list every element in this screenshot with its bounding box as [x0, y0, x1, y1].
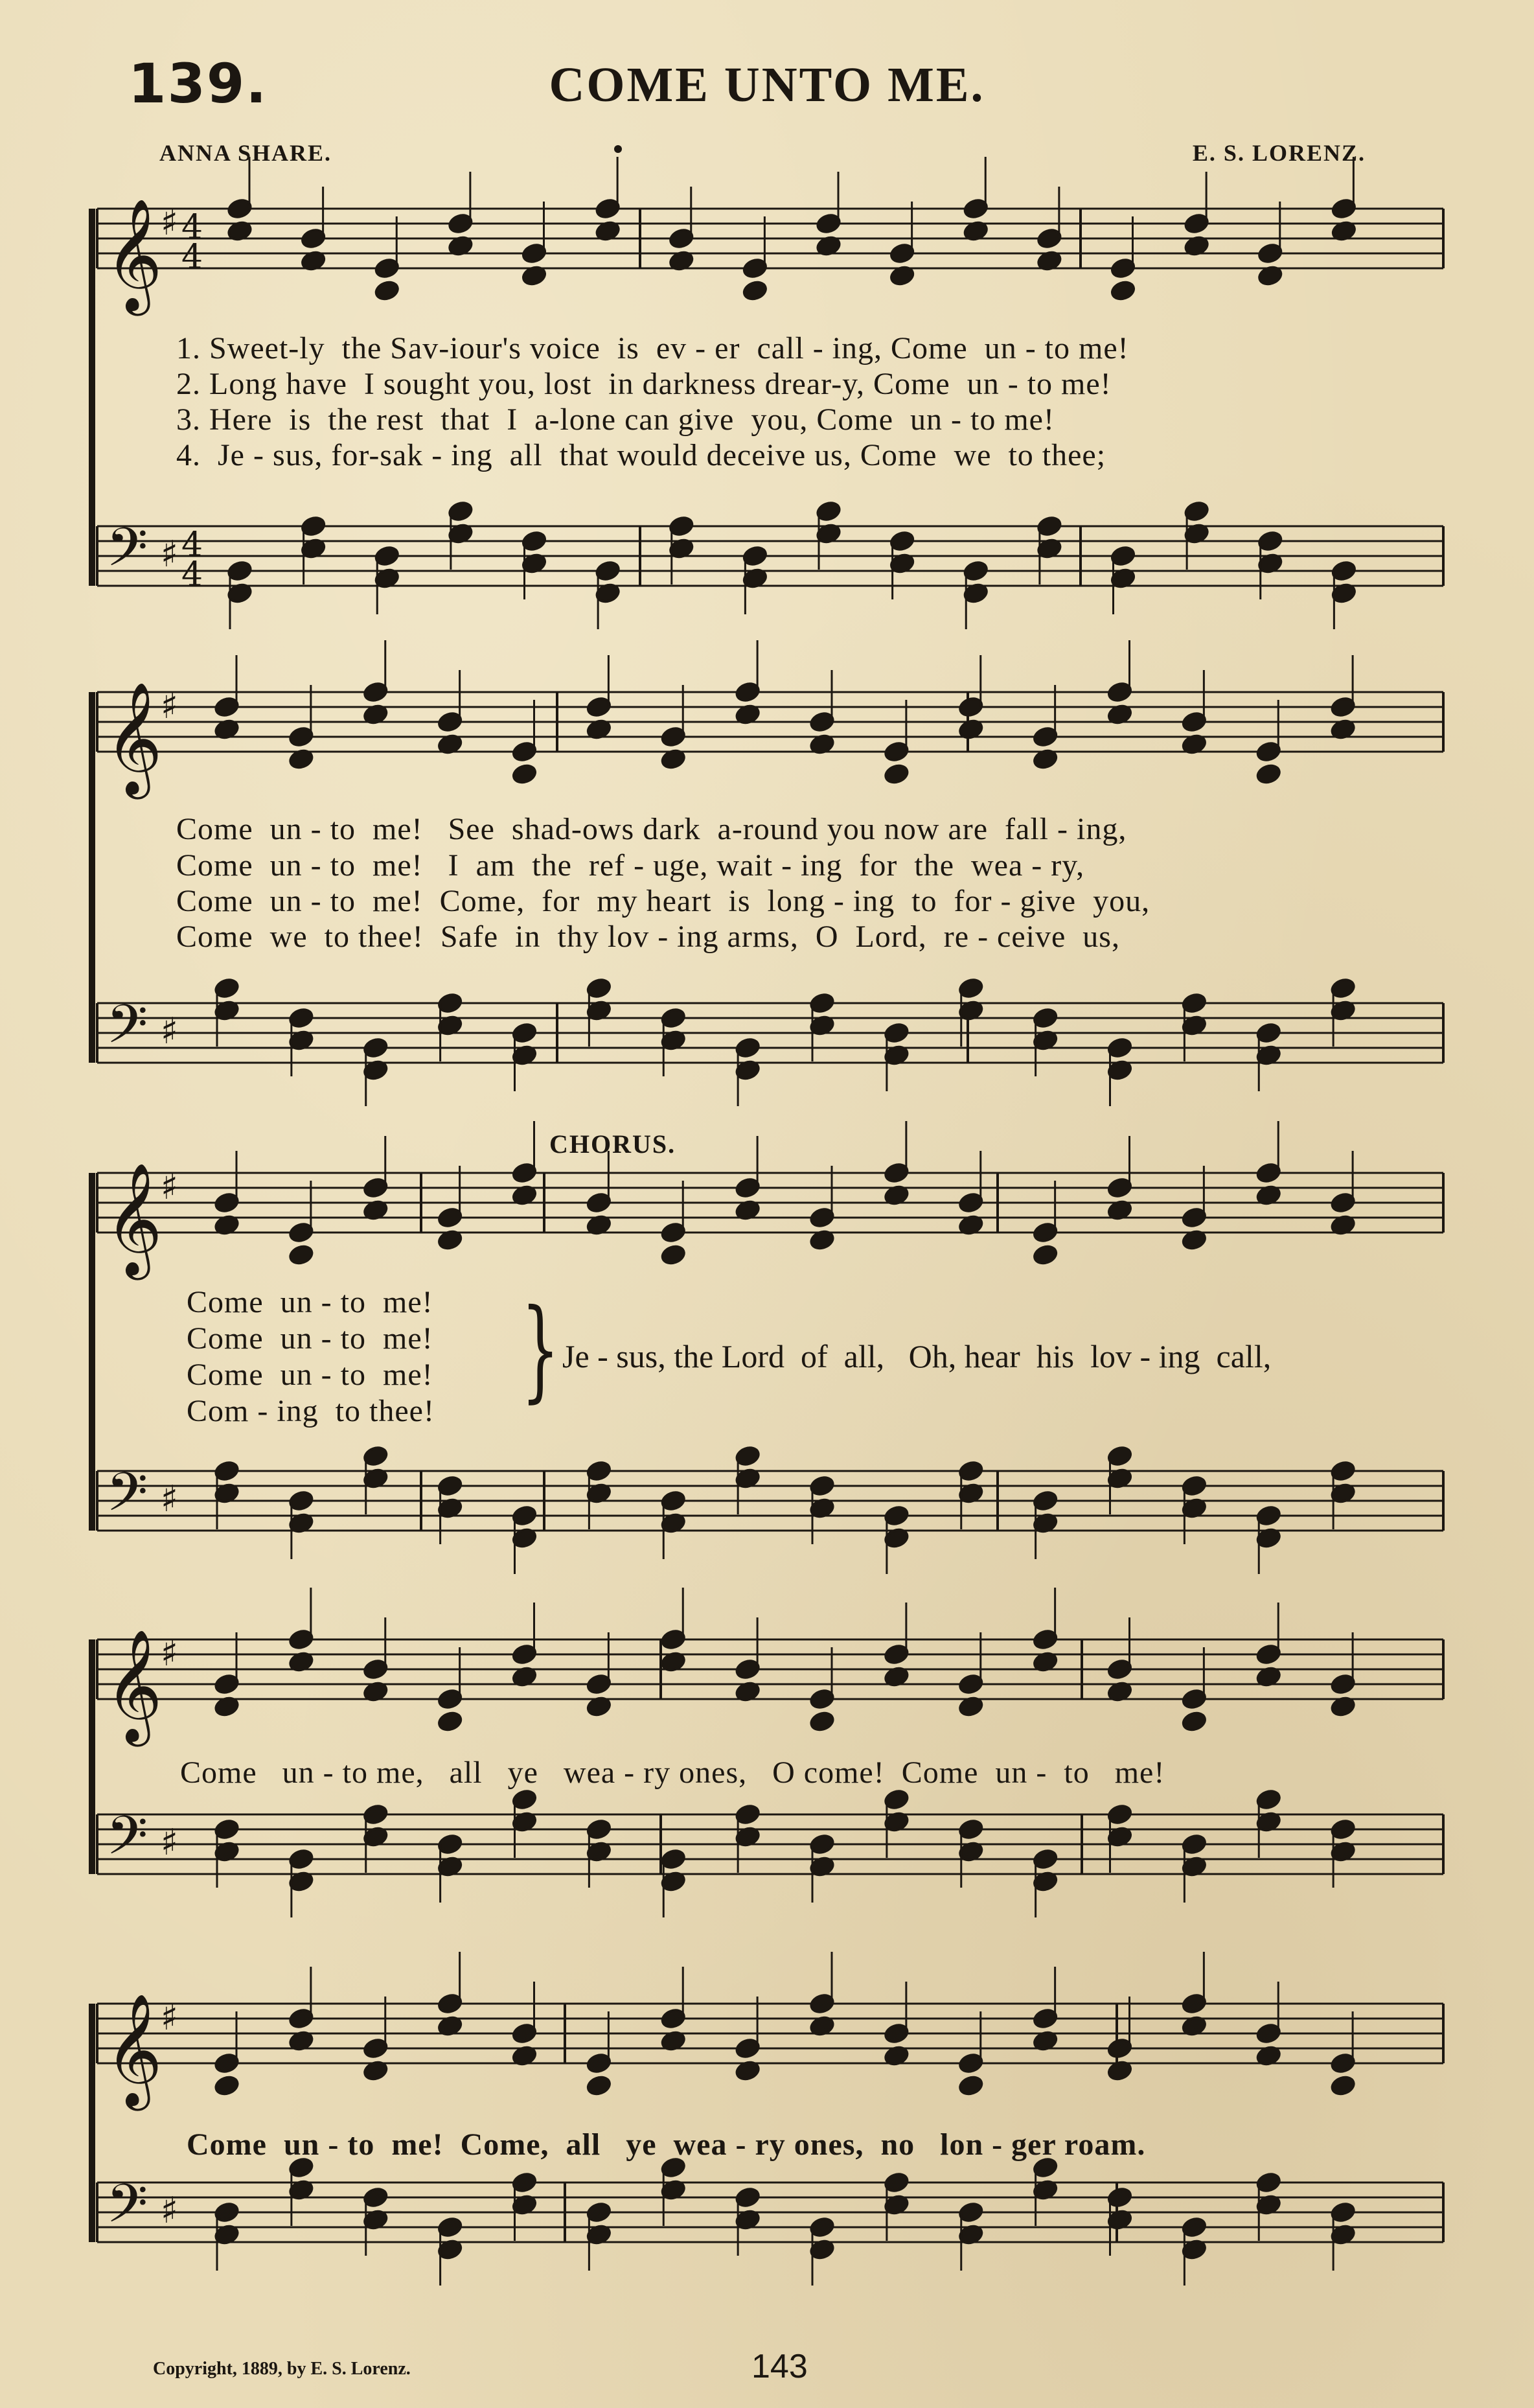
notehead [437, 1710, 463, 1732]
chorus-lyric-line: Come un - to me, all ye wea - ry ones, O come! Come un - to me! [180, 1755, 1165, 1790]
sharp-icon: ♯ [161, 1632, 179, 1674]
notehead [660, 1244, 686, 1266]
bass-clef-icon: 𝄢 [106, 2172, 148, 2248]
treble-clef-icon: 𝄞 [105, 1629, 163, 1742]
treble-clef-icon: 𝄞 [105, 1993, 163, 2106]
notehead [742, 279, 768, 301]
verse-lyric-line: Come un - to me! See shad-ows dark a-round you now are fall - ing, [176, 812, 1127, 846]
time-signature-icon: 4 [181, 208, 203, 247]
verse-brace: } [521, 1286, 560, 1414]
notehead [958, 2074, 984, 2096]
bass-clef-icon: 𝄢 [106, 1804, 148, 1880]
time-signature-icon: 4 [181, 238, 203, 277]
sharp-icon: ♯ [161, 1822, 179, 1864]
composer-credit: E. S. LORENZ. [1192, 140, 1366, 166]
verse-lyric-line: Come un - to me! I am the ref - uge, wait - ing for the wea - ry, [176, 848, 1085, 883]
chorus-lyric-line: Come un - to me! [187, 1358, 433, 1392]
chorus-lyric-line: Com - ing to thee! [187, 1394, 435, 1428]
verse-lyric-line: 2. Long have I sought you, lost in darkness drear-y, Come un - to me! [176, 367, 1112, 401]
time-signature-icon: 4 [181, 526, 203, 564]
notehead [1181, 1710, 1207, 1732]
sharp-icon: ♯ [161, 2190, 179, 2232]
chorus-label: CHORUS. [549, 1129, 676, 1159]
notehead [1033, 1244, 1059, 1266]
sharp-icon: ♯ [161, 1010, 179, 1052]
page-number: 143 [751, 2348, 808, 2385]
sharp-icon: ♯ [161, 1478, 179, 1520]
bass-clef-icon: 𝄢 [106, 516, 148, 592]
treble-clef-icon: 𝄞 [105, 198, 163, 311]
sharp-icon: ♯ [161, 1997, 179, 2039]
author-credit: ANNA SHARE. [159, 140, 332, 166]
treble-clef-icon: 𝄞 [105, 1163, 163, 1275]
notehead [586, 2074, 612, 2096]
notehead [1110, 279, 1136, 301]
notehead [511, 763, 537, 785]
copyright-notice: Copyright, 1889, by E. S. Lorenz. [153, 2359, 411, 2379]
notehead [214, 2074, 240, 2096]
sharp-icon: ♯ [161, 1166, 179, 1208]
notehead [1330, 2074, 1356, 2096]
bass-clef-icon: 𝄢 [106, 993, 148, 1069]
chorus-lyric-main: Je - sus, the Lord of all, Oh, hear his lov - ing call, [562, 1338, 1272, 1374]
verse-lyric-line: Come we to thee! Safe in thy lov - ing arms, O Lord, re - ceive us, [176, 920, 1120, 954]
hymn-title: COME UNTO ME. [549, 58, 985, 112]
notehead [884, 763, 910, 785]
sharp-icon: ♯ [161, 533, 179, 575]
chorus-lyric-line: Come un - to me! [187, 1321, 433, 1356]
time-signature-icon: 4 [181, 555, 203, 594]
verse-lyric-line: 4. Je - sus, for-sak - ing all that would deceive us, Come we to thee; [176, 438, 1106, 472]
sharp-icon: ♯ [161, 685, 179, 727]
notehead [1255, 763, 1281, 785]
hymn-number: 139. [128, 52, 268, 115]
notehead [288, 1244, 314, 1266]
notehead [809, 1710, 835, 1732]
sharp-icon: ♯ [161, 202, 179, 244]
bass-clef-icon: 𝄢 [106, 1461, 148, 1536]
chorus-lyric-line: Come un - to me! [187, 1285, 433, 1319]
verse-lyric-line: 1. Sweet-ly the Sav-iour's voice is ev - er call - ing, Come un - to me! [176, 331, 1129, 365]
treble-clef-icon: 𝄞 [105, 682, 163, 794]
verse-lyric-line: 3. Here is the rest that I a-lone can give you, Come un - to me! [176, 402, 1055, 437]
chorus-lyric-line: Come un - to me! Come, all ye wea - ry ones, no lon - ger roam. [187, 2127, 1146, 2162]
notehead [374, 279, 400, 301]
verse-lyric-line: Come un - to me! Come, for my heart is long - ing to for - give you, [176, 884, 1150, 918]
